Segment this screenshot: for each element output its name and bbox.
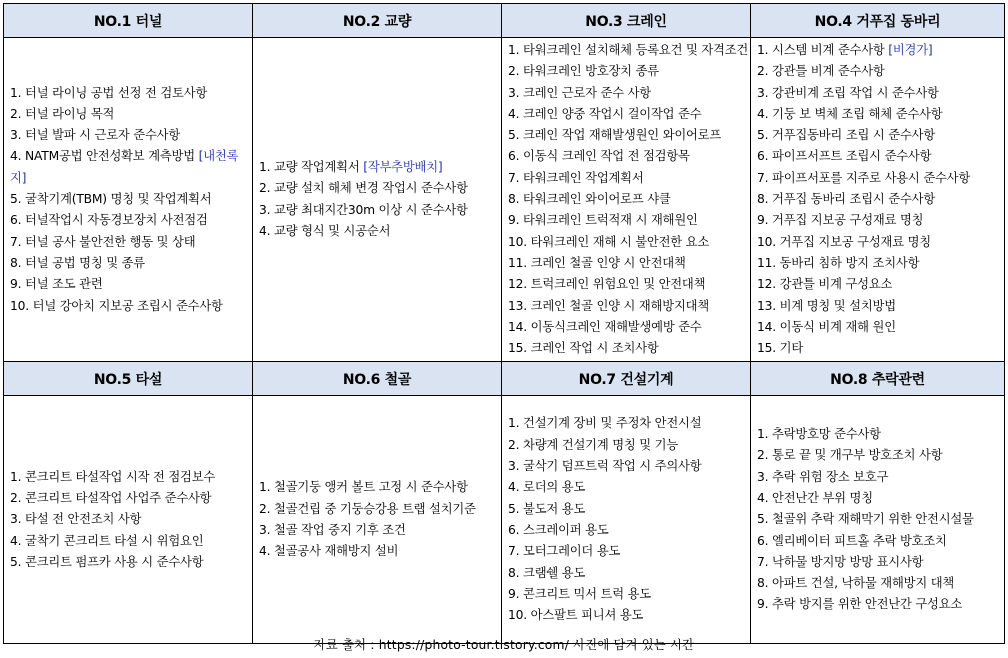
list-item <box>508 563 750 584</box>
item-text: 9. 거푸집 지보공 구성재료 명칭 <box>757 213 924 228</box>
list-item <box>757 274 1004 295</box>
item-text: 3. 굴삭기 덤프트럭 작업 시 주의사항 <box>508 459 702 474</box>
list-item <box>508 168 750 189</box>
item-text: 11. 동바리 침하 방지 조치사항 <box>757 255 920 270</box>
item-text: 7. 터널 공사 불안전한 행동 및 상태 <box>10 234 196 249</box>
item-text: 4. 크레인 양중 작업시 걸이작업 준수 <box>508 106 702 121</box>
list-item <box>10 296 252 317</box>
list-item <box>757 317 1004 338</box>
list-item <box>10 189 252 210</box>
list-item <box>10 488 252 509</box>
list-item <box>757 146 1004 167</box>
list-item <box>508 456 750 477</box>
item-text: 2. 통로 끝 및 개구부 방호조치 사항 <box>757 448 943 463</box>
list-item <box>757 552 1004 573</box>
list-item <box>508 104 750 125</box>
mnemonic-tag: [비경가] <box>888 43 933 57</box>
item-text: 4. 철골공사 재해방지 설비 <box>259 544 399 559</box>
mnemonic-tag: [작부추방배치] <box>363 160 443 175</box>
list-item <box>508 296 750 317</box>
list-item <box>757 61 1004 82</box>
item-text: 8. 타워크레인 와이어로프 샤클 <box>508 192 671 207</box>
item-text: 5. 불도저 용도 <box>508 501 586 516</box>
item-text: 9. 콘크리트 믹서 트럭 용도 <box>508 586 651 601</box>
item-text: 8. 크램쉘 용도 <box>508 565 586 580</box>
item-text: 14. 이동식크레인 재해발생예방 준수 <box>508 319 702 334</box>
list-item <box>10 467 252 488</box>
mnemonic-tag: [내천록지] <box>10 149 239 185</box>
item-text: 10. 타워크레인 재해 시 불안전한 요소 <box>508 234 710 249</box>
item-text: 3. 터널 발파 시 근로자 준수사항 <box>10 128 181 143</box>
item-text: 4. 교량 형식 및 시공순서 <box>259 224 391 239</box>
item-text: 14. 이동식 비계 재해 원인 <box>757 319 896 334</box>
item-text: 2. 강관틀 비계 준수사항 <box>757 64 885 79</box>
list-item <box>757 232 1004 253</box>
list-item <box>10 104 252 125</box>
panel-3-list <box>508 40 750 359</box>
item-text: 1. 교량 작업계획서 <box>259 160 364 175</box>
item-text: 8. 거푸집 동바리 조립시 준수사항 <box>757 192 935 207</box>
item-text: 7. 낙하물 방지망 방망 표시사항 <box>757 554 924 569</box>
list-item <box>259 200 501 221</box>
item-text: 5. 크레인 작업 재해발생원인 와이어로프 <box>508 128 722 143</box>
list-item <box>508 541 750 562</box>
list-item <box>508 338 750 359</box>
panel-4-list <box>757 40 1004 359</box>
item-text: 5. 철골위 추락 재해막기 위한 안전시설물 <box>757 512 974 527</box>
item-text: 3. 강관비계 조립 작업 시 준수사항 <box>757 85 939 100</box>
list-item <box>757 253 1004 274</box>
list-item <box>757 168 1004 189</box>
item-text: 4. 기둥 보 벽체 조립 해체 준수사항 <box>757 106 943 121</box>
item-text: 1. 터널 라이닝 공법 선정 전 검토사항 <box>10 85 208 100</box>
list-item <box>508 146 750 167</box>
list-item <box>10 531 252 552</box>
item-text: 10. 아스팔트 피니셔 용도 <box>508 608 644 623</box>
item-text: 7. 타워크레인 작업계획서 <box>508 170 644 185</box>
list-item <box>259 157 501 178</box>
header-row-1 <box>4 4 1005 38</box>
list-item <box>10 83 252 104</box>
panel-2-list <box>259 157 501 242</box>
list-item <box>10 274 252 295</box>
list-item <box>508 210 750 231</box>
panel-7-list <box>508 413 750 626</box>
panel-6-body <box>253 396 502 644</box>
item-text: 6. 파이프서프트 조립시 준수사항 <box>757 149 932 164</box>
item-text: 13. 크레인 철골 인양 시 재해방지대책 <box>508 298 710 313</box>
item-text: 2. 차량계 건설기계 명칭 및 기능 <box>508 437 679 452</box>
panel-1-body <box>4 38 253 362</box>
panel-6-list <box>259 477 501 562</box>
panel-6-title: NO.6 철골 <box>253 362 502 396</box>
list-item <box>508 189 750 210</box>
item-text: 4. 안전난간 부위 명칭 <box>757 491 873 505</box>
list-item <box>508 584 750 605</box>
item-text: 10. 거푸집 지보공 구성재료 명칭 <box>757 234 931 249</box>
item-text: 9. 추락 방지를 위한 안전난간 구성요소 <box>757 597 963 612</box>
topics-grid <box>3 3 1005 644</box>
item-text: 2. 터널 라이닝 목적 <box>10 106 115 121</box>
list-item <box>10 210 252 231</box>
list-item <box>508 125 750 146</box>
list-item <box>10 125 252 146</box>
item-text: 1. 타워크레인 설치해체 등록요건 및 자격조건 <box>508 43 749 57</box>
list-item <box>757 594 1004 615</box>
item-text: 15. 크레인 작업 시 조치사항 <box>508 341 659 356</box>
panel-8-body <box>751 396 1005 644</box>
panel-5-title: NO.5 타설 <box>4 362 253 396</box>
item-text: 12. 트럭크레인 위험요인 및 안전대책 <box>508 277 706 292</box>
item-text: 1. 추락방호망 준수사항 <box>757 427 881 442</box>
list-item <box>508 274 750 295</box>
list-item <box>757 488 1004 509</box>
item-text: 9. 터널 조도 관련 <box>10 277 103 292</box>
item-text: 4. 굴착기 콘크리트 타설 시 위험요인 <box>10 533 204 548</box>
panel-2-body <box>253 38 502 362</box>
list-item <box>259 221 501 242</box>
body-row-1 <box>4 38 1005 362</box>
list-item <box>757 210 1004 231</box>
item-text: 15. 기타 <box>757 341 804 356</box>
item-text: 12. 강관틀 비계 구성요소 <box>757 277 893 292</box>
item-text: 4. NATM공법 안전성확보 계측방법 <box>10 149 199 164</box>
list-item <box>757 509 1004 530</box>
list-item <box>757 189 1004 210</box>
item-text: 1. 콘크리트 타설작업 시작 전 점검보수 <box>10 469 216 484</box>
list-item <box>10 232 252 253</box>
item-text: 2. 교량 설치 해체 변경 작업시 준수사항 <box>259 181 468 196</box>
list-item <box>259 477 501 498</box>
list-item <box>757 83 1004 104</box>
item-text: 1. 건설기계 장비 및 주정차 안전시설 <box>508 416 702 431</box>
list-item <box>259 541 501 562</box>
panel-4-title: NO.4 거푸집 동바리 <box>751 4 1005 38</box>
list-item <box>508 83 750 104</box>
list-item <box>10 552 252 573</box>
item-text: 1. 철골기둥 앵커 볼트 고정 시 준수사항 <box>259 480 468 495</box>
item-text: 7. 파이프서포를 지주로 사용시 준수사항 <box>757 170 971 185</box>
panel-7-title: NO.7 건설기계 <box>502 362 751 396</box>
item-text: 3. 추락 위험 장소 보호구 <box>757 469 889 484</box>
panel-7-body <box>502 396 751 644</box>
item-text: 3. 타설 전 안전조치 사항 <box>10 512 142 527</box>
item-text: 13. 비계 명칭 및 설치방법 <box>757 298 896 313</box>
list-item <box>508 477 750 498</box>
list-item <box>259 499 501 520</box>
list-item <box>508 232 750 253</box>
panel-3-title: NO.3 크레인 <box>502 4 751 38</box>
item-text: 6. 터널작업시 자동경보장치 사전점검 <box>10 213 208 228</box>
list-item <box>508 61 750 82</box>
item-text: 3. 크레인 근로자 준수 사항 <box>508 85 651 100</box>
panel-4-body <box>751 38 1005 362</box>
list-item <box>757 104 1004 125</box>
body-row-2 <box>4 396 1005 644</box>
list-item <box>10 509 252 530</box>
item-text: 3. 철골 작업 중지 기후 조건 <box>259 522 406 537</box>
item-text: 8. 아파트 건설, 낙하물 재해방지 대책 <box>757 576 955 591</box>
list-item <box>757 573 1004 594</box>
item-text: 5. 굴착기계(TBM) 명칭 및 작업계획서 <box>10 192 212 207</box>
item-text: 5. 거푸집동바리 조립 시 준수사항 <box>757 128 935 143</box>
list-item <box>508 253 750 274</box>
list-item <box>757 531 1004 552</box>
item-text: 9. 타워크레인 트럭적재 시 재해원인 <box>508 213 698 228</box>
panel-8-list <box>757 424 1004 616</box>
item-text: 6. 스크레이퍼 용도 <box>508 522 609 537</box>
list-item <box>259 520 501 541</box>
panel-5-body <box>4 396 253 644</box>
panel-1-list <box>10 83 252 317</box>
list-item <box>508 413 750 434</box>
item-text: 6. 이동식 크레인 작업 전 점검항목 <box>508 149 690 164</box>
list-item <box>508 435 750 456</box>
panel-5-list <box>10 467 252 573</box>
item-text: 8. 터널 공법 명칭 및 종류 <box>10 255 145 270</box>
item-text: 11. 크레인 철골 인양 시 안전대책 <box>508 255 686 270</box>
item-text: 3. 교량 최대지간30m 이상 시 준수사항 <box>259 202 468 217</box>
list-item <box>10 146 252 189</box>
list-item <box>508 605 750 626</box>
item-text: 10. 터널 강아치 지보공 조립시 준수사항 <box>10 298 223 313</box>
item-text: 7. 모터그레이더 용도 <box>508 544 621 559</box>
item-text: 2. 타워크레인 방호장치 종류 <box>508 64 659 79</box>
list-item <box>757 467 1004 488</box>
list-item <box>757 125 1004 146</box>
list-item <box>508 499 750 520</box>
item-text: 4. 로더의 용도 <box>508 480 586 495</box>
item-text: 1. 시스템 비계 준수사항 <box>757 43 889 57</box>
list-item <box>508 520 750 541</box>
list-item <box>757 338 1004 359</box>
list-item <box>10 253 252 274</box>
list-item <box>757 445 1004 466</box>
list-item <box>508 317 750 338</box>
panel-2-title: NO.2 교량 <box>253 4 502 38</box>
header-row-2 <box>4 362 1005 396</box>
list-item <box>259 178 501 199</box>
panel-8-title: NO.8 추락관련 <box>751 362 1005 396</box>
source-caption: 자료 출처 : https://photo-tour.tistory.com/ 사진에 담겨 있는 시간 <box>313 638 695 652</box>
panel-3-body <box>502 38 751 362</box>
list-item <box>757 424 1004 445</box>
item-text: 5. 콘크리트 펌프카 사용 시 준수사항 <box>10 554 204 569</box>
list-item <box>757 40 1004 61</box>
item-text: 2. 철골건립 중 기둥승강용 트랩 설치기준 <box>259 501 476 516</box>
list-item <box>508 40 750 61</box>
panel-1-title: NO.1 터널 <box>4 4 253 38</box>
item-text: 2. 콘크리트 타설작업 사업주 준수사항 <box>10 491 212 505</box>
item-text: 6. 엘리베이터 피트홀 추락 방호조치 <box>757 533 947 548</box>
list-item <box>757 296 1004 317</box>
